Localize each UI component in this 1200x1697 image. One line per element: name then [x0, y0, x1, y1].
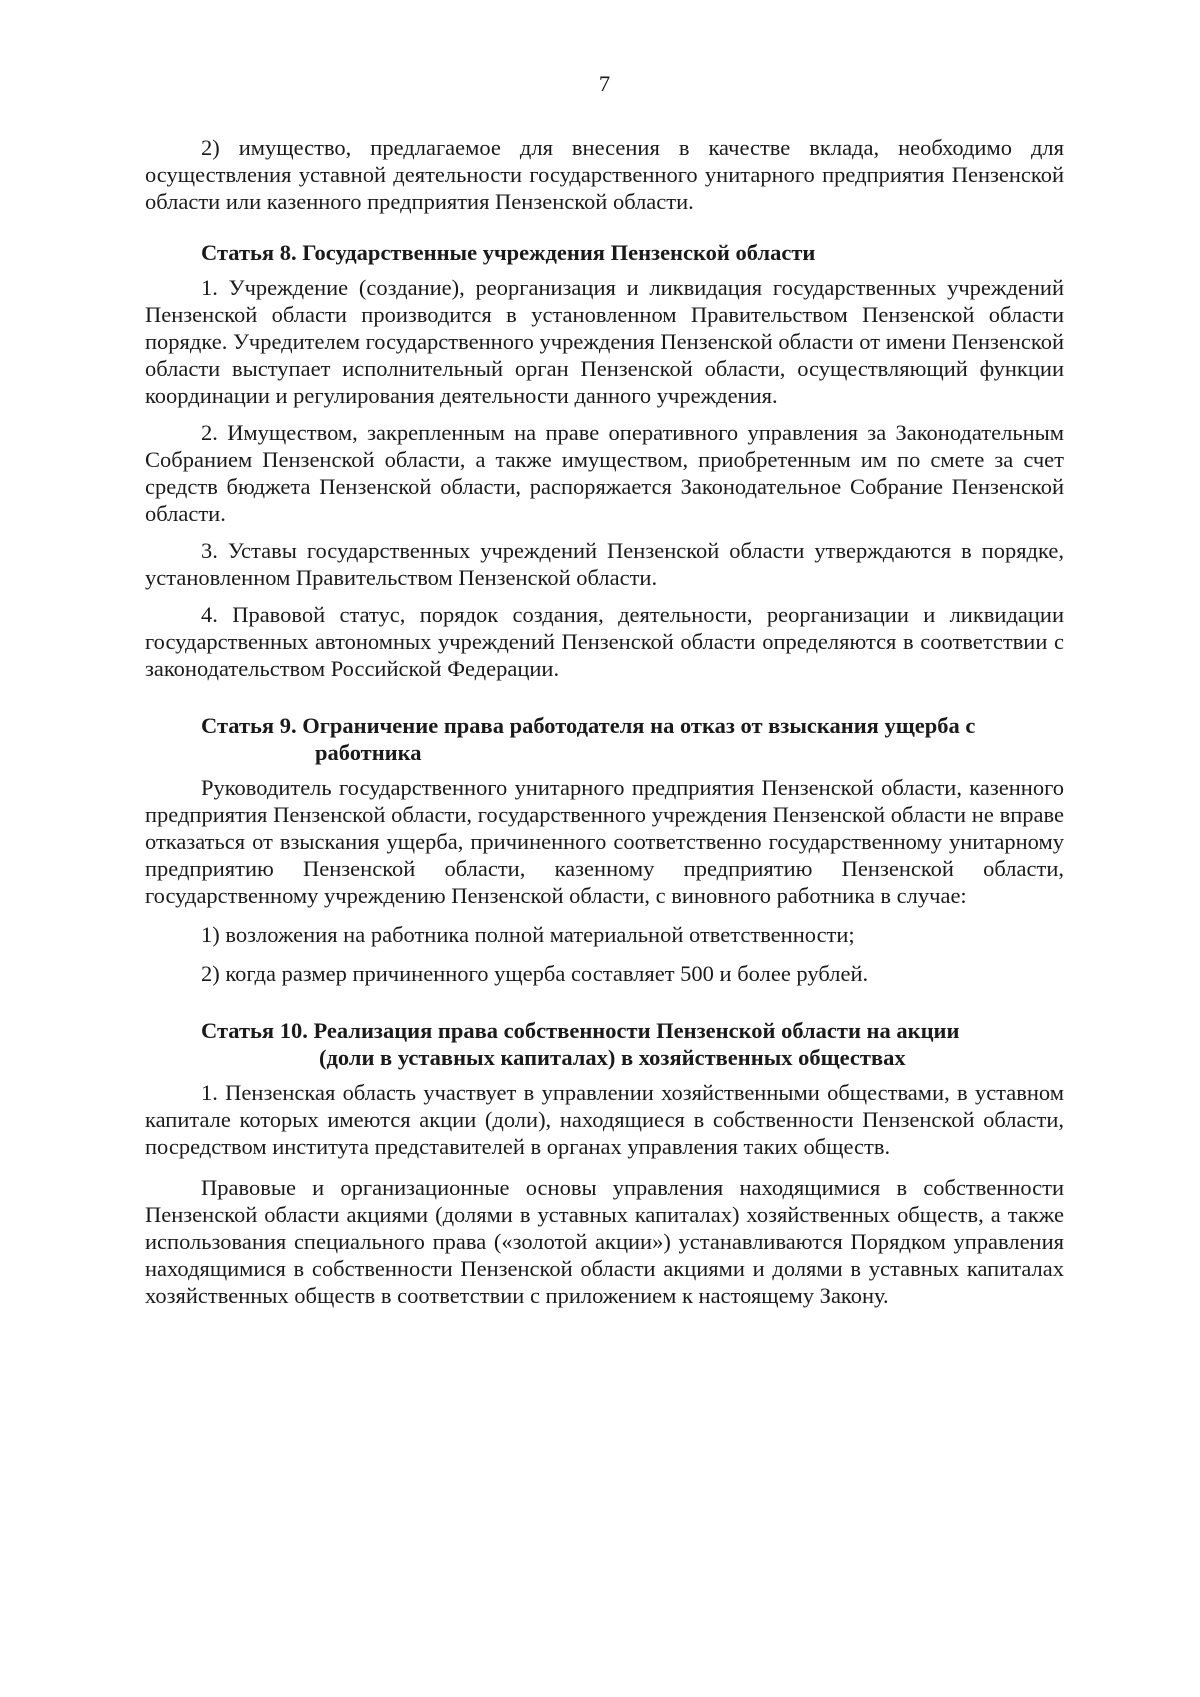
article-10-title-line-2: (доли в уставных капиталах) в хозяйственных обществах — [319, 1045, 906, 1070]
article-9-title — [145, 712, 1064, 766]
article-10-title — [145, 1017, 1064, 1071]
article-8-title-text: Статья 8. Государственные учреждения Пензенской области — [201, 240, 816, 265]
article-10-paragraph-1: 1. Пензенская область участвует в управлении хозяйственными обществами, в уставном капитале которых имеются акции (доли), находящиеся в собственности Пензенской области, посредством института представителей в органах управления таких обществ. — [145, 1080, 1064, 1159]
article-8-paragraph-3: 3. Уставы государственных учреждений Пензенской области утверждаются в порядке, установленном Правительством Пензенской области. — [145, 538, 1064, 590]
article-9-paragraph-1: Руководитель государственного унитарного предприятия Пензенской области, казенного предприятия Пензенской области, государственного учреждения Пензенской области не вправе отказаться от взыскания ущерба, причиненного соответственно государственному унитарному предприятию Пензенской области, казенному предприятию Пензенской области, государственному учреждению Пензенской области, с виновного работника в случае: — [145, 775, 1064, 908]
article-10-paragraph-2: Правовые и организационные основы управления находящимися в собственности Пензенской области акциями (долями в уставных капиталах) хозяйственных обществ, а также использования специального права («золотой акции») устанавливаются Порядком управления находящимися в собственности Пензенской области акциями и долями в уставных капиталах хозяйственных обществ в соответствии с приложением к настоящему Закону. — [145, 1175, 1064, 1308]
page-number: 7 — [598, 71, 611, 96]
intro-paragraph: 2) имущество, предлагаемое для внесения в качестве вклада, необходимо для осуществления уставной деятельности государственного унитарного предприятия Пензенской области или казенного предприятия Пензенской области. — [145, 135, 1064, 214]
article-10-title-line-1: Статья 10. Реализация права собственности Пензенской области на акции — [201, 1018, 960, 1043]
article-8-paragraph-4: 4. Правовой статус, порядок создания, деятельности, реорганизации и ликвидации государственных автономных учреждений Пензенской области определяются в соответствии с законодательством Российской Федерации. — [145, 602, 1064, 681]
article-9-title-line-1: Статья 9. Ограничение права работодателя на отказ от взыскания ущерба с — [201, 713, 976, 738]
article-9-title-line-2: работника — [315, 740, 422, 765]
article-9-item-1: 1) возложения на работника полной материальной ответственности; — [201, 922, 855, 947]
article-8-title — [145, 239, 1064, 266]
article-8-paragraph-1: 1. Учреждение (создание), реорганизация и ликвидация государственных учреждений Пензенской области производится в установленном Правительством Пензенской области порядке. Учредителем государственного учреждения Пензенской области от имени Пензенской области выступает исполнительный орган Пензенской области, осуществляющий функции координации и регулирования деятельности данного учреждения. — [145, 275, 1064, 408]
article-9-item-2: 2) когда размер причиненного ущерба составляет 500 и более рублей. — [201, 961, 869, 986]
article-8-paragraph-2: 2. Имуществом, закрепленным на праве оперативного управления за Законодательным Собранием Пензенской области, а также имуществом, приобретенным им по смете за счет средств бюджета Пензенской области, распоряжается Законодательное Собрание Пензенской области. — [145, 420, 1064, 526]
